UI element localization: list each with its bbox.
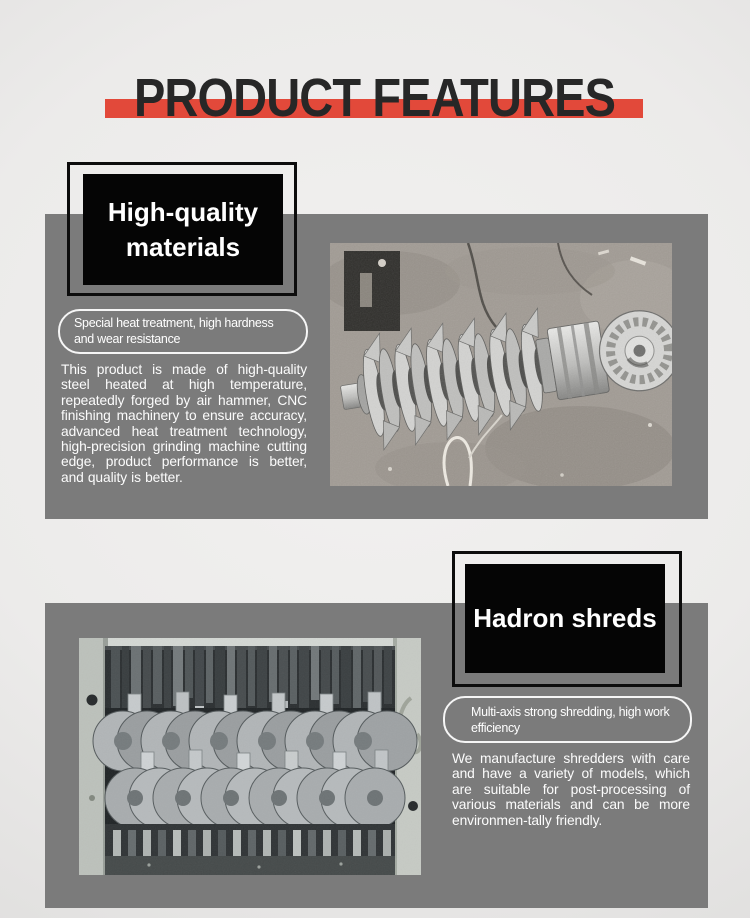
blade-stack-illustration: [79, 638, 421, 875]
speech-bubble-text: Special heat treatment, high hardness and wear resistance: [74, 316, 274, 346]
feature-heading-text: High-quality materials: [107, 196, 259, 262]
feature-heading-shreds: [465, 564, 665, 673]
rotor-shaft-photo: [330, 243, 672, 486]
feature-description-shreds: We manufacture shredders with care and have a variety of models, which are suitable for post-processing of various materials and can be more environmen-tally friendly.: [452, 751, 690, 828]
feature-heading-materials: [83, 174, 283, 285]
speech-bubble-shreds: [443, 696, 692, 743]
rotor-shaft-illustration: [330, 243, 672, 486]
shredder-blades-photo: [79, 638, 421, 875]
speech-bubble-text: Multi-axis strong shredding, high work efficiency: [471, 705, 670, 735]
page-title: [0, 68, 750, 128]
page-title-text: PRODUCT FEATURES: [134, 68, 616, 128]
speech-bubble-materials: [58, 309, 308, 354]
feature-heading-text: Hadron shreds: [473, 603, 657, 633]
feature-description-materials: This product is made of high-quality steel heated at high temperature, repeatedly forged by air hammer, CNC finishing machinery to ensure accuracy, advanced heat treatment technology, high-precision grinding machine cutting edge, product performance is better, and quality is better.: [61, 362, 307, 485]
